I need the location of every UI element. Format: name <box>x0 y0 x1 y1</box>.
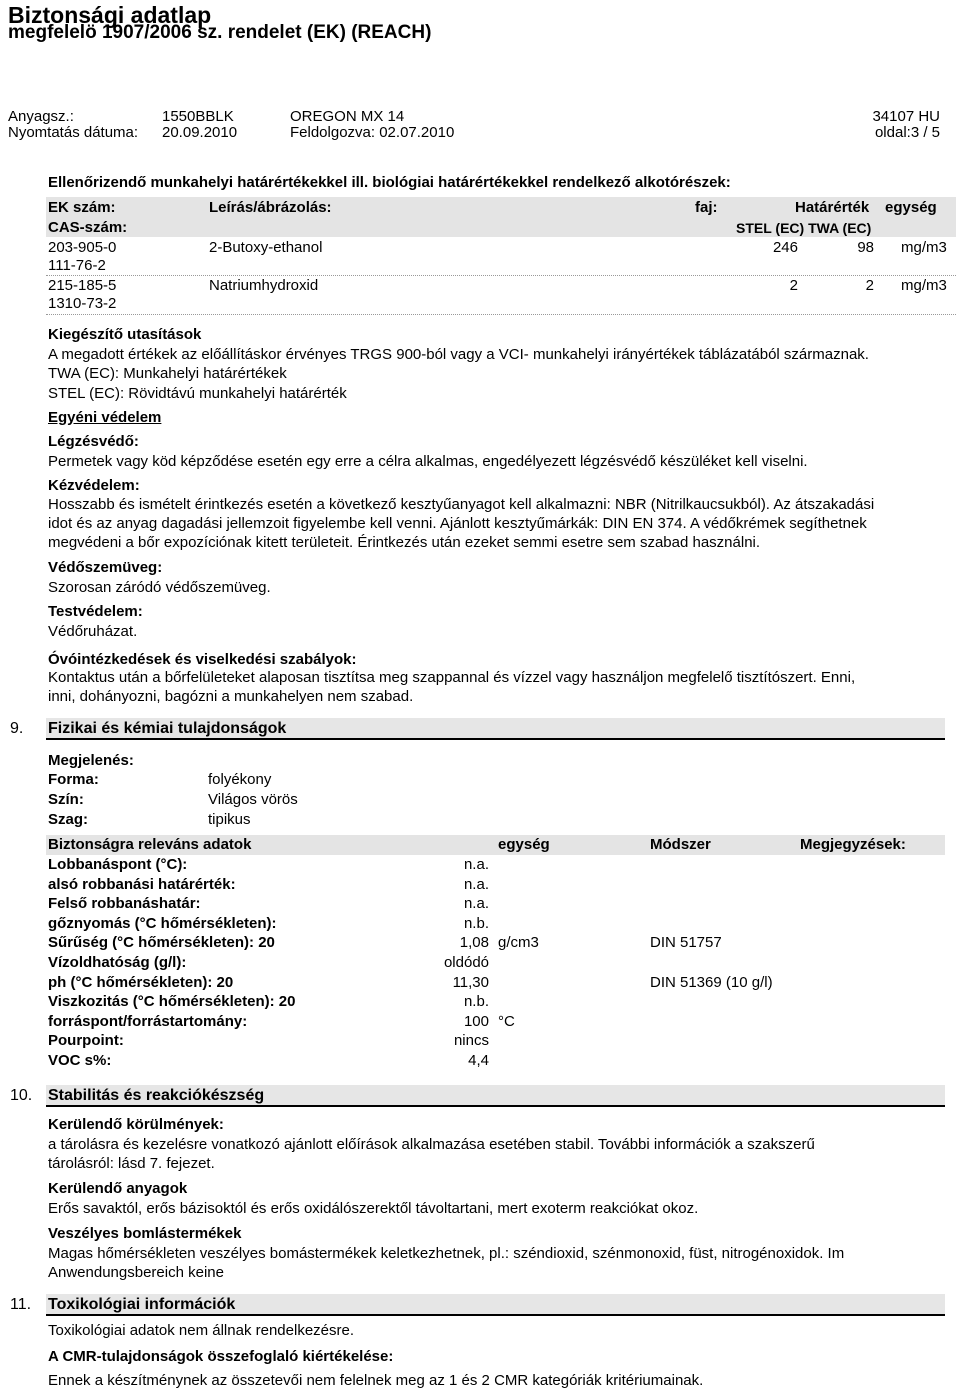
hand-protection-line-2: idot és az anyag dagadási jellemzoit figyelembe kell venni. Ajánlott kesztyűmárkák: DIN EN 374. A védőkrémek segíthetnek <box>48 515 867 532</box>
respiratory-text: Permetek vagy köd képződése esetén egy erre a célra alkalmas, engedélyezett légzésvédő készüléket kell viselni. <box>48 453 808 470</box>
limits-row-1-ek: 203-905-0 <box>48 239 117 256</box>
properties-col-method: Módszer <box>650 836 711 853</box>
limits-col-ek: EK szám: <box>48 199 116 216</box>
protection-heading: Egyéni védelem <box>48 409 162 426</box>
properties-col-unit: egység <box>498 836 550 853</box>
hand-protection-line-1: Hosszabb és ismételt érintkezés esetén a következő kesztyűanyagot kell alkalmazni: NBR (Nitrilkaucsukból). Az átszakadási <box>48 496 875 513</box>
decomposition-label: Veszélyes bomlástermékek <box>48 1225 242 1242</box>
property-unit: °C <box>498 1013 515 1030</box>
property-value: 100 <box>463 1013 489 1030</box>
toxicology-text: Toxikológiai adatok nem állnak rendelkezésre. <box>48 1322 355 1339</box>
cmr-label: A CMR-tulajdonságok összefoglaló kiértékelése: <box>48 1348 394 1365</box>
limits-row-1-twa: 98 <box>857 239 874 256</box>
avoid-conditions-line-1: a tárolásra és kezelésre vonatkozó ajánlott előírások alkalmazása esetében stabil. További információk a szakszerű <box>48 1136 815 1153</box>
properties-col-data: Biztonságra releváns adatok <box>48 836 252 853</box>
body-protection-text: Védőruházat. <box>48 623 138 640</box>
hygiene-line-2: inni, dohányozni, bagózni a munkahelyen nem szabad. <box>48 688 414 705</box>
section-9-number: 9. <box>10 720 24 737</box>
avoid-conditions-label: Kerülendő körülmények: <box>48 1116 224 1133</box>
avoid-conditions-line-2: tárolásról: lásd 7. fejezet. <box>48 1155 215 1172</box>
eye-protection-label: Védőszemüveg: <box>48 559 163 576</box>
property-value: n.a. <box>463 895 489 912</box>
decomposition-line-1: Magas hőmérsékleten veszélyes bomástermékek keletkezhetnek, pl.: széndioxid, szénmonoxid, füst, nitrogénoxidok. Im <box>48 1245 845 1262</box>
section-10-title: Stabilitás és reakciókészség <box>48 1087 265 1104</box>
anyagsz-label: Anyagsz.: <box>8 108 74 125</box>
limits-col-cas: CAS-szám: <box>48 219 128 236</box>
decomposition-line-2: Anwendungsbereich keine <box>48 1264 224 1281</box>
property-label: Lobbanáspont (°C): <box>48 856 188 873</box>
document-title: Biztonsági adatlap <box>8 2 212 28</box>
property-label: Felső robbanáshatár: <box>48 895 201 912</box>
section-10-number: 10. <box>10 1087 33 1104</box>
instructions-line-1: A megadott értékek az előállításkor érvényes TRGS 900-ból vagy a VCI- munkahelyi irányértékek táblázatából származnak. <box>48 346 869 363</box>
limits-col-egyseg: egység <box>885 199 937 216</box>
property-label: ph (°C hőmérsékleten): 20 <box>48 974 234 991</box>
property-label: Pourpoint: <box>48 1032 124 1049</box>
appearance-label: Megjelenés: <box>48 752 134 769</box>
limits-heading: Ellenőrizendő munkahelyi határértékekkel ill. biológiai határértékekkel rendelkező alkotórészek: <box>48 174 731 191</box>
respiratory-label: Légzésvédő: <box>48 433 139 450</box>
property-method: DIN 51757 <box>650 934 722 951</box>
forma-label: Forma: <box>48 771 99 788</box>
section-11-title: Toxikológiai információk <box>48 1296 236 1313</box>
property-label: gőznyomás (°C hőmérsékleten): <box>48 915 277 932</box>
limits-row-2-cas: 1310-73-2 <box>48 295 117 312</box>
limits-row-2-name: Natriumhydroxid <box>209 277 319 294</box>
limits-row-divider <box>46 314 956 315</box>
szag-label: Szag: <box>48 811 89 828</box>
product-name: OREGON MX 14 <box>290 108 405 125</box>
property-value: nincs <box>453 1032 489 1049</box>
property-label: Viszkozitás (°C hőmérsékleten): 20 <box>48 993 296 1010</box>
hygiene-label: Óvóintézkedések és viselkedési szabályok: <box>48 651 357 668</box>
document-subtitle: megfelelö 1907/2006 sz. rendelet (EK) (REACH) <box>8 22 432 43</box>
limits-col-desc: Leírás/ábrázolás: <box>209 199 332 216</box>
eye-protection-text: Szorosan záródó védőszemüveg. <box>48 579 271 596</box>
section-9-title: Fizikai és kémiai tulajdonságok <box>48 720 287 737</box>
limits-row-2-unit: mg/m3 <box>901 277 947 294</box>
limits-col-hatarertek: Határérték <box>795 199 870 216</box>
limits-row-1-unit: mg/m3 <box>901 239 947 256</box>
szin-value: Világos vörös <box>208 791 298 808</box>
property-method: DIN 51369 (10 g/l) <box>650 974 773 991</box>
instructions-heading: Kiegészítő utasítások <box>48 326 202 343</box>
cmr-text: Ennek a készítménynek az összetevői nem felelnek meg az 1 és 2 CMR kategóriák kritériumainak. <box>48 1372 704 1389</box>
szin-label: Szín: <box>48 791 84 808</box>
page-number: oldal:3 / 5 <box>874 124 940 141</box>
property-unit: g/cm3 <box>498 934 539 951</box>
property-value: 4,4 <box>468 1052 489 1069</box>
processed-date: Feldolgozva: 02.07.2010 <box>290 124 455 141</box>
szag-value: tipikus <box>208 811 251 828</box>
property-value: oldódó <box>443 954 489 971</box>
print-date-value: 20.09.2010 <box>162 124 238 141</box>
property-label: Sűrűség (°C hőmérsékleten): 20 <box>48 934 275 951</box>
properties-col-notes: Megjegyzések: <box>800 836 906 853</box>
limits-row-2-stel: 2 <box>789 277 798 294</box>
section-11-number: 11. <box>10 1296 32 1313</box>
hand-protection-label: Kézvédelem: <box>48 477 140 494</box>
property-value: n.a. <box>463 856 489 873</box>
limits-row-1-stel: 246 <box>772 239 798 256</box>
property-label: Vízoldhatóság (g/l): <box>48 954 187 971</box>
property-label: forráspont/forrástartomány: <box>48 1013 248 1030</box>
limits-row-2-ek: 215-185-5 <box>48 277 117 294</box>
limits-row-2-twa: 2 <box>865 277 874 294</box>
property-value: 1,08 <box>459 934 489 951</box>
body-protection-label: Testvédelem: <box>48 603 143 620</box>
property-value: n.b. <box>463 915 489 932</box>
forma-value: folyékony <box>208 771 272 788</box>
limits-col-faj: faj: <box>695 199 718 216</box>
limits-row-1-cas: 111-76-2 <box>48 257 106 274</box>
anyagsz-value: 1550BBLK <box>162 108 234 125</box>
instructions-line-3: STEL (EC): Rövidtávú munkahelyi határérték <box>48 385 347 402</box>
avoid-materials-label: Kerülendő anyagok <box>48 1180 188 1197</box>
property-label: VOC s%: <box>48 1052 112 1069</box>
print-date-label: Nyomtatás dátuma: <box>8 124 139 141</box>
hygiene-line-1: Kontaktus után a bőrfelületeket alaposan tisztítsa meg szappannal és vízzel vagy használjon megfelelő tisztítószert. Enni, <box>48 669 856 686</box>
document-code: 34107 HU <box>872 108 940 125</box>
limits-row-1-name: 2-Butoxy-ethanol <box>209 239 323 256</box>
property-value: n.a. <box>463 876 489 893</box>
instructions-line-2: TWA (EC): Munkahelyi határértékek <box>48 365 287 382</box>
property-label: alsó robbanási határérték: <box>48 876 236 893</box>
hand-protection-line-3: megvédeni a bőr expozíciónak kitett területeit. Érintkezés után ezeket semmi esetre sem szabad használni. <box>48 534 761 551</box>
property-value: n.b. <box>463 993 489 1010</box>
limits-row-divider <box>46 275 956 276</box>
property-value: 11,30 <box>452 974 489 991</box>
avoid-materials-text: Erős savaktól, erős bázisoktól és erős oxidálószerektől távoltartani, mert exoterm reakciókat okoz. <box>48 1200 699 1217</box>
limits-col-stel-twa: STEL (EC) TWA (EC) <box>736 220 872 236</box>
